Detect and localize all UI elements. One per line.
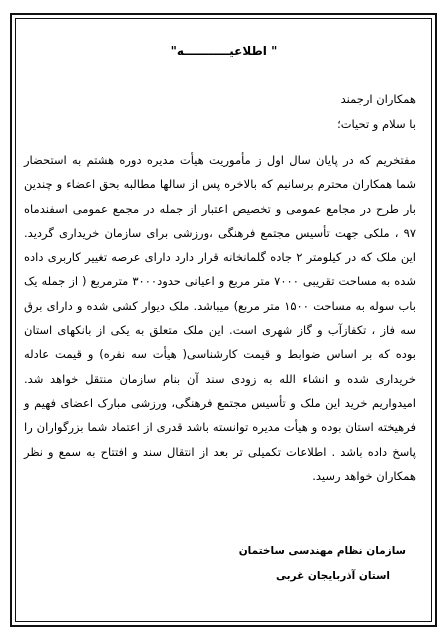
body-paragraph: مفتخریم که در پایان سال اول ز مأموریت هیأت مدیره دوره هشتم به استحضار شما همکاران محترم برسانیم که بالاخره پس از سالها مطالبه بحق اعضاء و چندین بار طرح در مجامع عمومی و تخصیص اعتبار از جمله در مجمع عمومی اسفندماه ۹۷ ، ملکی جهت تأسیس مجتمع فرهنگی ،ورزشی برای سازمان خریداری گردید. این ملک که در کیلومتر ۲ جاده گلمانخانه قرار دارد دارای عرصه تغییر کاربری داده شده به مساحت تقریبی ۷۰۰۰ متر مربع و اعیانی حدود۳۰۰۰ مترمربع ( از جمله یک باب سوله به مساحت ۱۵۰۰ متر مربع) میباشد. ملک دیوار کشی شده و دارای برق سه فاز ، تکفازآب و گاز شهری است. این ملک متعلق به یکی از بانکهای استان بوده که بر اساس ضوابط و قیمت کارشناسی( هیأت سه نفره) و قیمت عادله خریداری شده و انشاء الله به زودی سند آن بنام سازمان منتقل خواهد شد. امیدواریم خرید این ملک و تأسیس مجتمع فرهنگی، ورزشی مبارک اعضای فهیم و فرهیخته استان بوده و هیأت مدیره توانسته باشد قدری از اعتماد شما بزرگواران را پاسخ داده باشد . اطلاعات تکمیلی تر بعد از انتقال سند و افتتاح به سمع و نظر همکاران خواهد رسید. [24,153,417,483]
salutation: با سلام و تحیات؛ [337,117,416,131]
greeting: همکاران ارجمند [340,92,416,106]
announcement-title: " اطلاعیـــــــــــه" [170,44,278,58]
announcement-body [24,148,416,488]
signature-organization: سازمان نظام مهندسی ساختمان [238,545,406,557]
signature-province: استان آذربایجان غربی [275,570,390,582]
